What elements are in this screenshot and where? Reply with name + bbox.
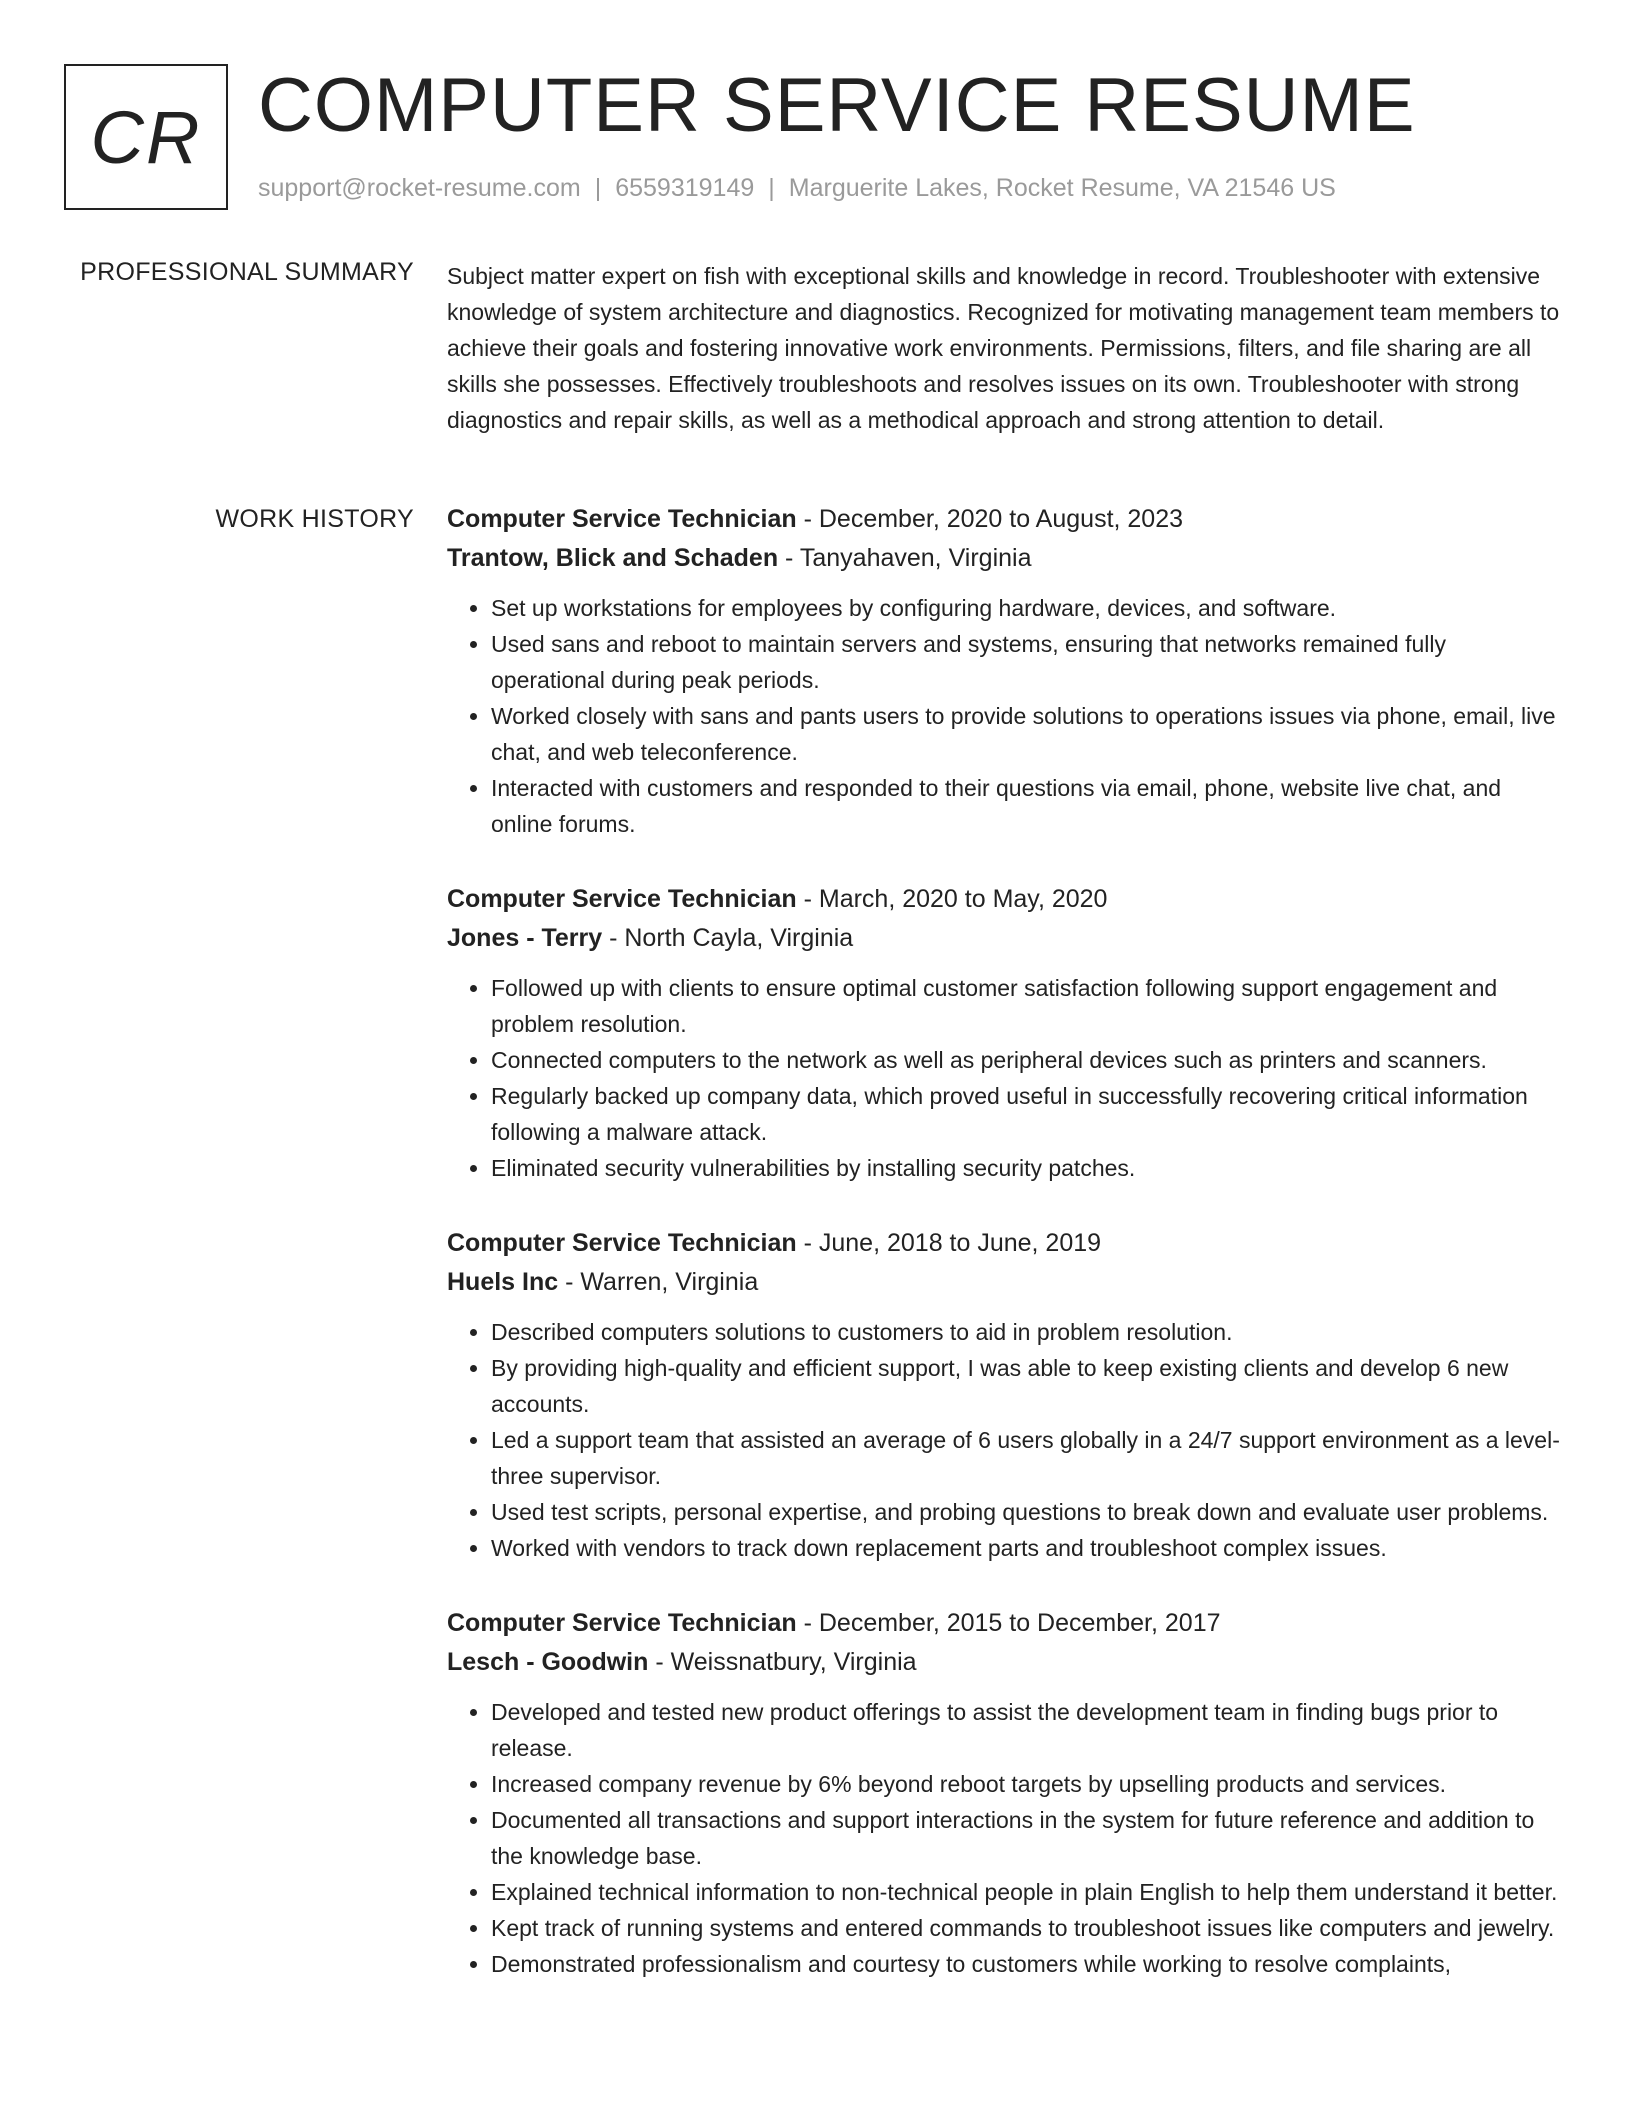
job-dates: - December, 2020 to August, 2023	[796, 505, 1184, 533]
job-bullet: • Kept track of running systems and entered commands to troubleshoot issues like computers and jewelry.	[491, 1910, 1562, 1946]
job-entry	[447, 500, 1562, 842]
job-company: Lesch - Goodwin	[447, 1648, 649, 1676]
work-history-body	[447, 500, 1562, 2020]
job-title-line	[447, 1604, 1562, 1643]
contact-email[interactable]: support@rocket-resume.com	[258, 174, 581, 202]
job-title: Computer Service Technician	[447, 1229, 797, 1257]
job-company: Huels Inc	[447, 1268, 559, 1296]
job-bullet: • Worked closely with sans and pants users to provide solutions to operations issues via phone, email, live chat, and web teleconference.	[491, 698, 1562, 770]
job-location: - North Cayla, Virginia	[602, 924, 854, 952]
job-bullet: • Used sans and reboot to maintain servers and systems, ensuring that networks remained fully operational during peak periods.	[491, 626, 1562, 698]
job-title-line	[447, 500, 1562, 539]
job-location: - Weissnatbury, Virginia	[648, 1648, 917, 1676]
job-bullet: • Connected computers to the network as well as peripheral devices such as printers and scanners.	[491, 1042, 1562, 1078]
job-bullet: • Increased company revenue by 6% beyond reboot targets by upselling products and services.	[491, 1766, 1562, 1802]
job-company: Jones - Terry	[447, 924, 603, 952]
job-title: Computer Service Technician	[447, 885, 797, 913]
summary-text: Subject matter expert on fish with exceptional skills and knowledge in record. Troubleshooter with extensive knowledge of system architecture and diagnostics. Recognized for motivating management team members to achieve their goals and fostering innovative work environments. Permissions, filters, and file sharing are all skills she possesses. Effectively troubleshoots and resolves issues on its own. Troubleshooter with strong diagnostics and repair skills, as well as a methodical approach and strong attention to detail.	[447, 263, 1560, 433]
monogram-logo: CR	[64, 64, 228, 210]
job-bullet: • Led a support team that assisted an average of 6 users globally in a 24/7 support environment as a level-three supervisor.	[491, 1422, 1562, 1494]
job-title: Computer Service Technician	[447, 505, 797, 533]
job-bullet: • Used test scripts, personal expertise, and probing questions to break down and evaluate user problems.	[491, 1494, 1562, 1530]
contact-separator: |	[594, 174, 602, 202]
summary-body	[447, 258, 1562, 438]
job-company-line	[447, 1263, 1562, 1302]
section-label-work-history: WORK HISTORY	[215, 505, 414, 533]
job-company-line	[447, 539, 1562, 578]
job-bullet: • Interacted with customers and responded to their questions via email, phone, website live chat, and online forums.	[491, 770, 1562, 842]
job-entry	[447, 1604, 1562, 1982]
job-location: - Tanyahaven, Virginia	[778, 544, 1032, 572]
job-bullet: • Documented all transactions and support interactions in the system for future reference and addition to the knowledge base.	[491, 1802, 1562, 1874]
job-bullets	[447, 590, 1562, 842]
job-entry	[447, 880, 1562, 1186]
job-bullet: • Regularly backed up company data, which proved useful in successfully recovering critical information following a malware attack.	[491, 1078, 1562, 1150]
job-bullet: • Followed up with clients to ensure optimal customer satisfaction following support engagement and problem resolution.	[491, 970, 1562, 1042]
job-bullet: • By providing high-quality and efficient support, I was able to keep existing clients and develop 6 new accounts.	[491, 1350, 1562, 1422]
job-bullet: • Demonstrated professionalism and courtesy to customers while working to resolve complaints,	[491, 1946, 1562, 1982]
job-entry	[447, 1224, 1562, 1566]
job-title: Computer Service Technician	[447, 1609, 797, 1637]
job-company-line	[447, 1643, 1562, 1682]
job-dates: - June, 2018 to June, 2019	[796, 1229, 1102, 1257]
job-title-line	[447, 880, 1562, 919]
contact-line	[258, 174, 1336, 203]
job-bullet: • Explained technical information to non-technical people in plain English to help them understand it better.	[491, 1874, 1562, 1910]
job-bullets	[447, 970, 1562, 1186]
job-dates: - December, 2015 to December, 2017	[796, 1609, 1221, 1637]
job-location: - Warren, Virginia	[558, 1268, 759, 1296]
contact-address: Marguerite Lakes, Rocket Resume, VA 21546 US	[788, 174, 1336, 202]
contact-separator: |	[768, 174, 775, 202]
job-bullet: • Eliminated security vulnerabilities by installing security patches.	[491, 1150, 1562, 1186]
job-company-line	[447, 919, 1562, 958]
job-bullet: • Set up workstations for employees by configuring hardware, devices, and software.	[491, 590, 1562, 626]
resume-header	[64, 64, 1564, 214]
job-bullet: • Developed and tested new product offerings to assist the development team in finding bugs prior to release.	[491, 1694, 1562, 1766]
job-bullet: • Worked with vendors to track down replacement parts and troubleshoot complex issues.	[491, 1530, 1562, 1566]
contact-phone[interactable]: 6559319149	[615, 174, 755, 202]
job-company: Trantow, Blick and Schaden	[447, 544, 779, 572]
job-bullet: • Described computers solutions to customers to aid in problem resolution.	[491, 1314, 1562, 1350]
resume-title: COMPUTER SERVICE RESUME	[258, 63, 1416, 148]
job-bullets	[447, 1694, 1562, 1982]
job-dates: - March, 2020 to May, 2020	[796, 885, 1108, 913]
section-label-summary: PROFESSIONAL SUMMARY	[80, 258, 414, 286]
job-title-line	[447, 1224, 1562, 1263]
job-bullets	[447, 1314, 1562, 1566]
